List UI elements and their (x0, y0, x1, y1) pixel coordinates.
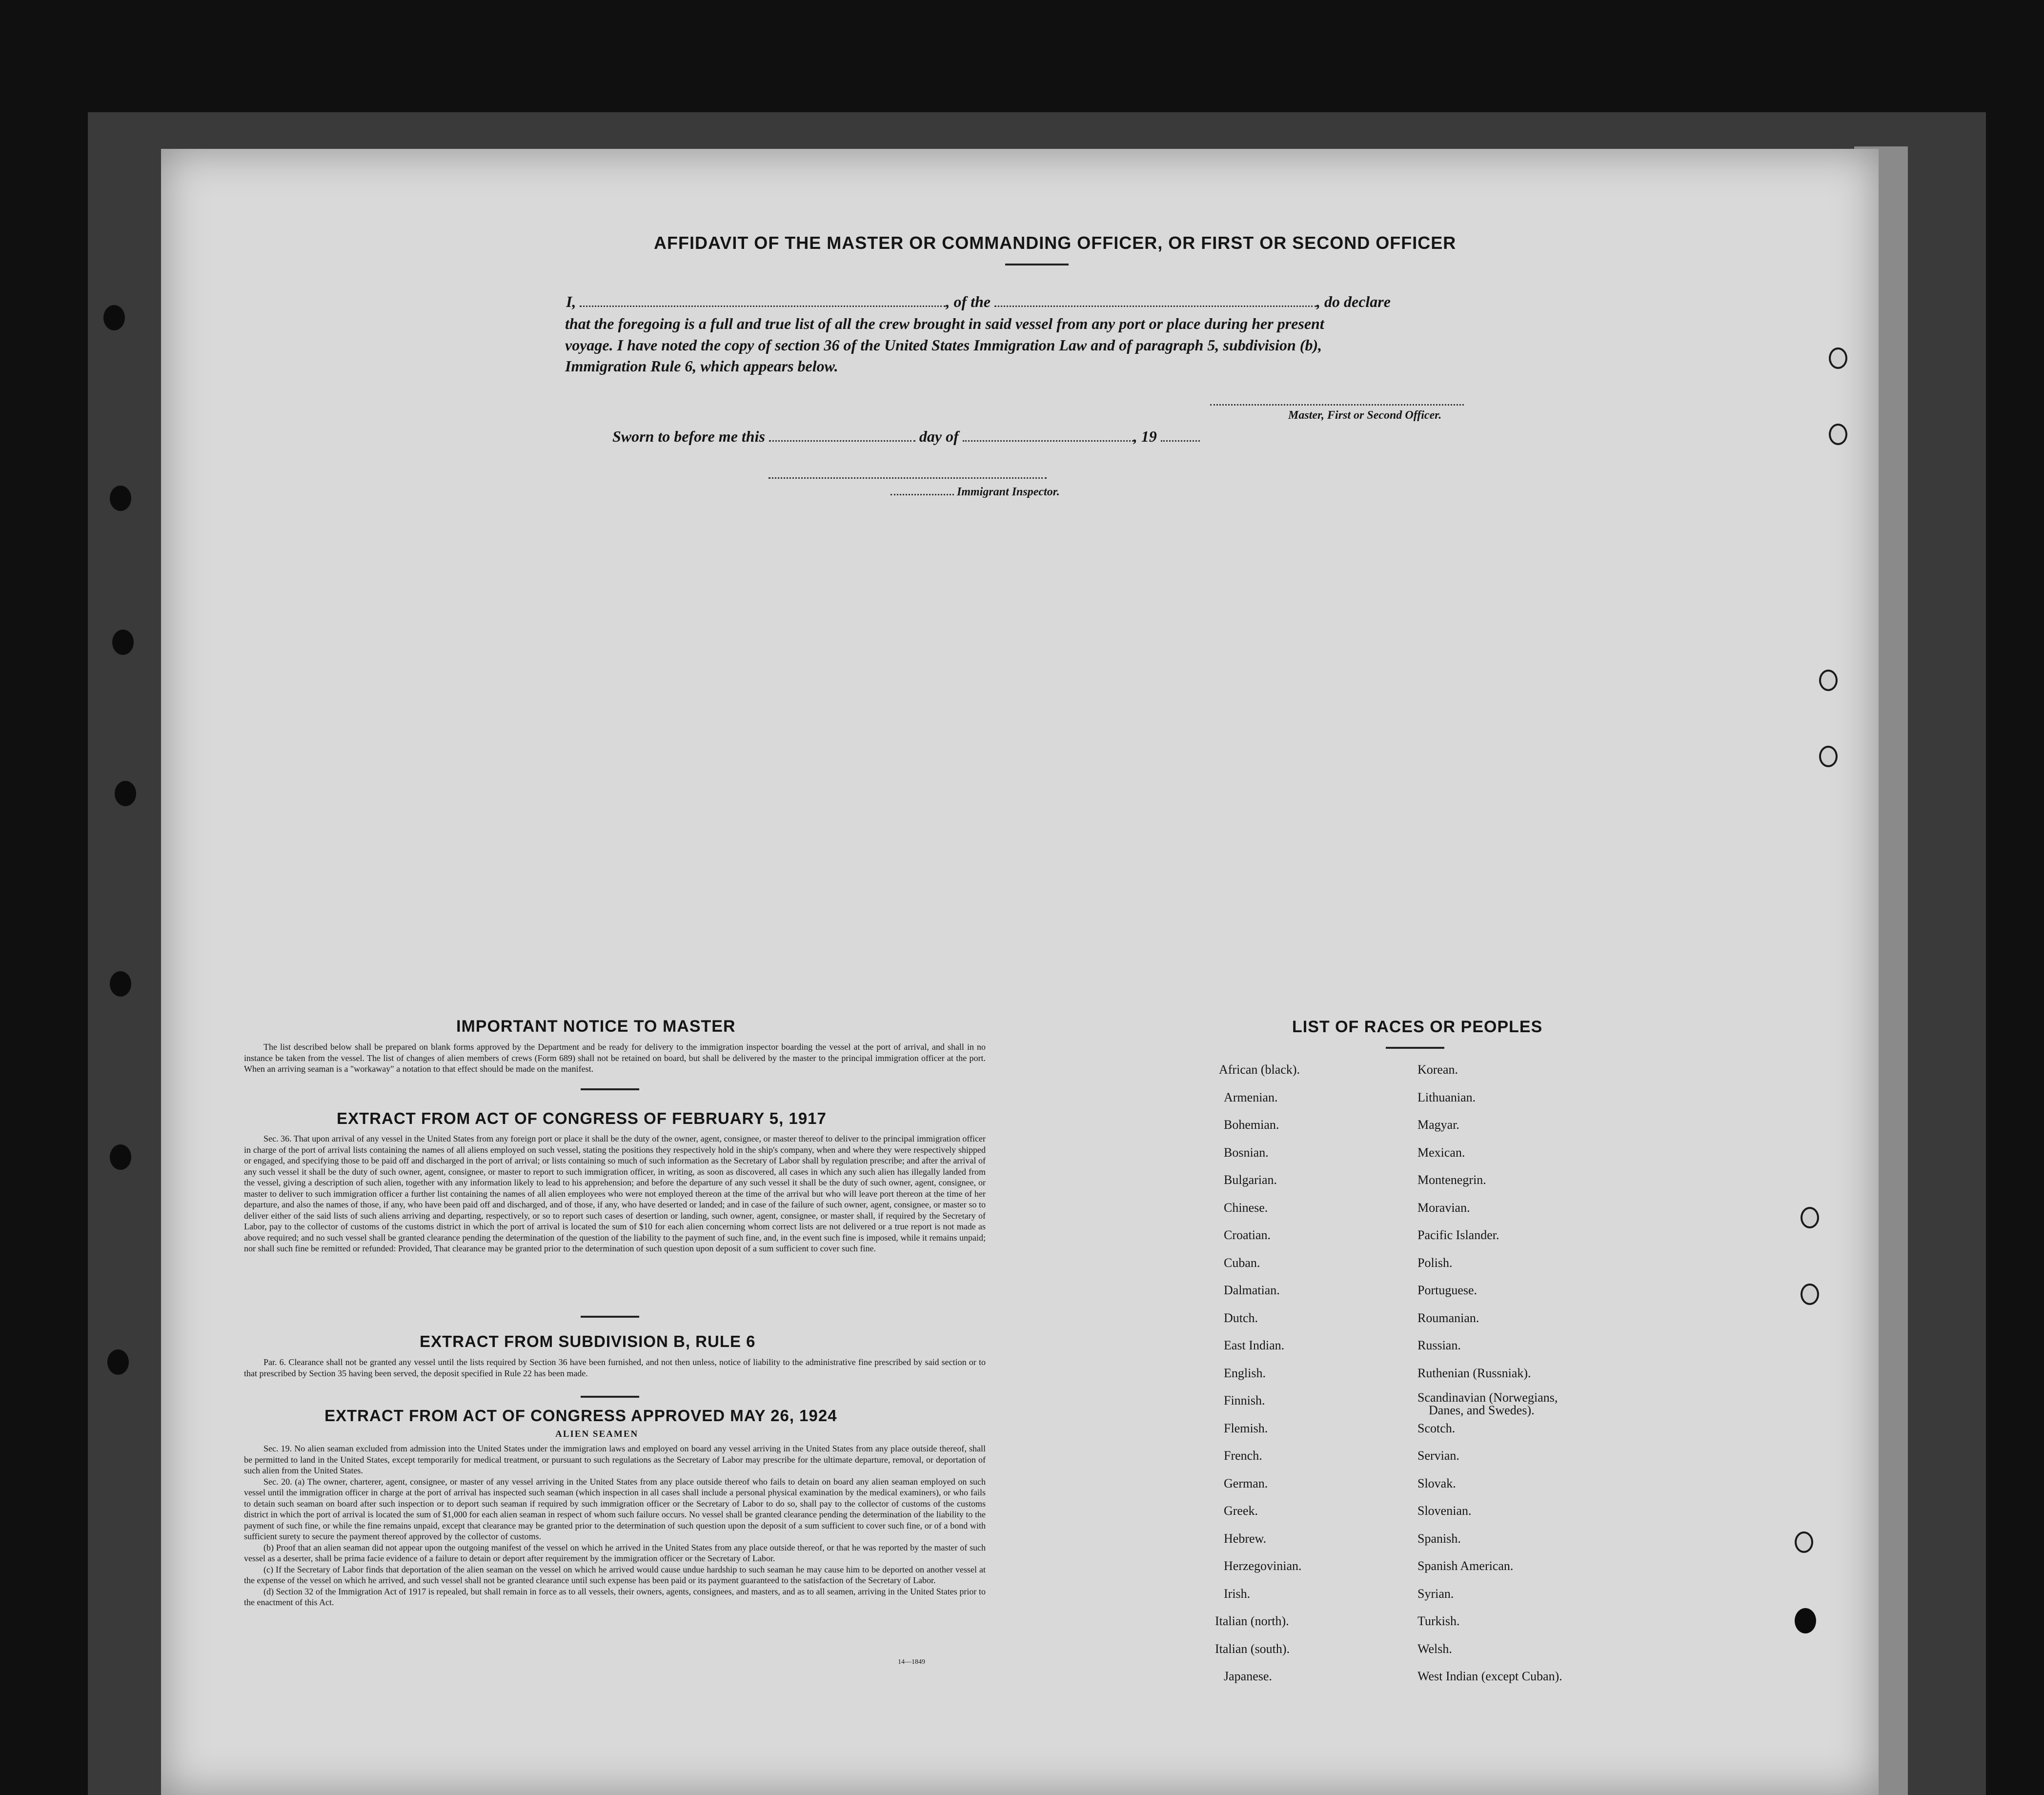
inspector-blank (890, 494, 954, 495)
affidavit-line3: voyage. I have noted the copy of section 36 of the United States Immigration Law and of paragraph 5, subdivision (b), (565, 336, 1322, 354)
sworn-prefix: Sworn to before me this (612, 428, 765, 445)
race-item: Greek. (1224, 1504, 1258, 1518)
race-item: English. (1224, 1366, 1266, 1380)
title-rule (1005, 264, 1069, 265)
section-rule (581, 1396, 639, 1398)
race-item: Bulgarian. (1224, 1173, 1277, 1187)
race-item: Bosnian. (1224, 1145, 1269, 1160)
race-item: French. (1224, 1448, 1262, 1463)
form-number: 14—1849 (898, 1658, 925, 1666)
inspector-label-text: Immigrant Inspector. (957, 486, 1060, 498)
sec19-paragraph: Sec. 19. No alien seaman excluded from admission into the United States under the immigration laws and employed on board any vessel arriving in the United States from any place outside thereof, shall be permitted to land in the United States, except temporarily for medical treatment, or pursuant to such regulations as the Secretary of Labor may prescribe for the ultimate departure, removal, or deportation of such alien from the United States. (244, 1444, 986, 1475)
race-item: Slovenian. (1417, 1504, 1472, 1518)
race-item: East Indian. (1224, 1338, 1285, 1352)
race-item: Portuguese. (1417, 1283, 1477, 1297)
race-item: German. (1224, 1476, 1268, 1490)
master-signature-label: Master, First or Second Officer. (1288, 409, 1442, 422)
binder-ring-mark (1829, 424, 1847, 445)
race-item: Korean. (1417, 1062, 1458, 1077)
race-item: Italian (south). (1215, 1641, 1290, 1656)
race-item: African (black). (1219, 1062, 1300, 1077)
punch-hole (1795, 1608, 1816, 1633)
race-item: Japanese. (1224, 1669, 1272, 1683)
races-title: LIST OF RACES OR PEOPLES (1292, 1018, 1543, 1036)
race-item: Bohemian. (1224, 1118, 1279, 1132)
race-item: Armenian. (1224, 1090, 1278, 1104)
alien-seamen-subtitle: ALIEN SEAMEN (555, 1429, 639, 1439)
name-blank (580, 306, 946, 307)
race-item: Scotch. (1417, 1421, 1456, 1435)
race-item: Cuban. (1224, 1255, 1260, 1270)
race-item: Spanish American. (1417, 1559, 1514, 1573)
binder-ring-mark (1819, 670, 1838, 691)
punch-hole (103, 305, 125, 330)
race-item: Lithuanian. (1417, 1090, 1476, 1104)
rule6-title: EXTRACT FROM SUBDIVISION B, RULE 6 (420, 1332, 756, 1350)
year-blank (1161, 440, 1200, 442)
race-item: Syrian. (1417, 1586, 1454, 1601)
rule6-body: Par. 6. Clearance shall not be granted any vessel until the lists required by Section 36 have been furnished, and not then unless, notice of liability to the administrative fine prescribed by said section or to that prescribed by Section 35 having been served, the deposit specified in Rule 22 has been made. (244, 1357, 986, 1378)
race-item: Spanish. (1417, 1531, 1461, 1546)
punch-hole (110, 971, 131, 997)
sworn-line (612, 428, 1200, 446)
race-item: Pacific Islander. (1417, 1228, 1499, 1242)
affidavit-line2: that the foregoing is a full and true list of all the crew brought in said vessel from any port or place during her present (565, 315, 1324, 332)
punch-hole (110, 1144, 131, 1170)
affidavit-of-the: , of the (946, 293, 991, 310)
notice-body: The list described below shall be prepared on blank forms approved by the Department and be ready for delivery to the immigration inspector boarding the vessel at the port of arrival, and shall in no instance be taken from the vessel. The list of changes of alien members of crews (Form 689) shall not be retained on board, but shall be delivered by the master to the principal immigration officer at the port. When an arriving seaman is a "workaway" a notation to that effect should be made on the manifest. (244, 1042, 986, 1074)
punch-hole (107, 1349, 129, 1375)
section-rule (581, 1088, 639, 1090)
month-blank (963, 440, 1133, 442)
day-blank (769, 440, 915, 442)
race-item: Slovak. (1417, 1476, 1456, 1490)
sworn-year: , 19 (1133, 428, 1157, 445)
race-item: Mexican. (1417, 1145, 1465, 1160)
race-item: Turkish. (1417, 1614, 1460, 1628)
affidavit-title: AFFIDAVIT OF THE MASTER OR COMMANDING OFFICER, OR FIRST OR SECOND OFFICER (654, 233, 1457, 253)
affidavit-line1 (566, 293, 1508, 311)
extract-1924-body (244, 1443, 986, 1608)
race-item: Dalmatian. (1224, 1283, 1280, 1297)
race-item: Croatian. (1224, 1228, 1271, 1242)
binder-ring-mark (1819, 746, 1838, 767)
inspector-signature-line (769, 477, 1047, 479)
affidavit-i: I, (566, 293, 576, 310)
race-item: Italian (north). (1215, 1614, 1289, 1628)
race-item: Welsh. (1417, 1641, 1452, 1656)
race-item: Moravian. (1417, 1200, 1470, 1215)
race-item: Dutch. (1224, 1310, 1258, 1325)
sec20d-paragraph: (d) Section 32 of the Immigration Act of 1917 is repealed, but shall remain in force as to all vessels, their owners, agents, consignees, and masters, and as to all seamen, arriving in the United States prior to the enactment of this Act. (244, 1586, 986, 1607)
race-item: Montenegrin. (1417, 1173, 1486, 1187)
race-item: Scandinavian (Norwegians, (1417, 1390, 1558, 1405)
extract-1924-title: EXTRACT FROM ACT OF CONGRESS APPROVED MAY 26, 1924 (324, 1407, 837, 1425)
affidavit-line4: Immigration Rule 6, which appears below. (565, 357, 838, 375)
master-signature-line (1210, 404, 1464, 406)
extract-1917-body: Sec. 36. That upon arrival of any vessel in the United States from any foreign port or place it shall be the duty of the owner, agent, consignee, or master thereof to deliver to the principal immigration officer in charge of the port of arrival lists containing the names of all aliens employed on such vessel, stating the positions they respectively hold in the ship's company, when and where they were respectively shipped or engaged, and specifying those to be paid off and discharged in the port of arrival; or lists containing so much of such information as the Secretary of Labor shall by regulation prescribe; and after the arrival of any such vessel it shall be the duty of such owner, agent, consignee, or master to report to such immigration officer, in writing, as soon as discovered, all cases in which any such alien has illegally landed from the vessel, giving a description of such alien, together with any information likely to lead to his apprehension; and before the departure of any such vessel it shall be the duty of such owner, agent, consignee, or master to deliver to such immigration officer a further list containing the names of all alien employees who were not employed thereon at the time of the arrival but who will leave port thereon at the time of her departure, and also the names of those, if any, who have been paid off and discharged, and of those, if any, who have deserted or landed; and in case of the failure of such owner, agent, consignee, or master so to deliver either of the said lists of such aliens arriving and departing, respectively, or so to report such cases of desertion or landing, such owner, agent, consignee, or master shall, if required by the Secretary of Labor, pay to the collector of customs of the customs district in which the port of arrival is located the sum of $10 for each alien concerning whom correct lists are not delivered or a true report is not made as above required; and no such vessel shall be granted clearance pending the determination of the question of the liability to the payment of such fine, and, in the event such fine is imposed, while it remains unpaid; nor shall such fine be remitted or refunded: Provided, That clearance may be granted prior to the determination of such question upon deposit of a sum sufficient to cover such fine. (244, 1134, 986, 1253)
race-item: Flemish. (1224, 1421, 1268, 1435)
race-item: Ruthenian (Russniak). (1417, 1366, 1531, 1380)
inspector-label (890, 486, 1060, 499)
race-item: Magyar. (1417, 1118, 1459, 1132)
section-rule (581, 1316, 639, 1318)
race-item: Roumanian. (1417, 1310, 1479, 1325)
sec20c-paragraph: (c) If the Secretary of Labor finds that deportation of the alien seaman on the vessel on which he arrived would cause undue hardship to such seaman he may cause him to be deported on another vessel at the expense of the vessel on which he arrived, and such vessel shall not be granted clearance until such expense has been paid or its payment guaranteed to the satisfaction of the Secretary of Labor. (244, 1564, 986, 1585)
affidavit-do-declare: , do declare (1316, 293, 1391, 310)
notice-title: IMPORTANT NOTICE TO MASTER (456, 1017, 736, 1036)
races-rule (1386, 1047, 1444, 1049)
race-item: Finnish. (1224, 1393, 1265, 1407)
sec20b-paragraph: (b) Proof that an alien seaman did not appear upon the outgoing manifest of the vessel on which he arrived in the United States from any place outside thereof, or that he was reported by the master of such vessel as a deserter, shall be prima facie evidence of a failure to detain or deport after requirement by the immigration officer or the Secretary of Labor. (244, 1542, 986, 1563)
race-item: Servian. (1417, 1448, 1459, 1463)
race-item: West Indian (except Cuban). (1417, 1669, 1562, 1683)
binder-ring-mark (1801, 1207, 1819, 1228)
race-item: Irish. (1224, 1586, 1251, 1601)
race-item: Herzegovinian. (1224, 1559, 1302, 1573)
race-item: Hebrew. (1224, 1531, 1267, 1546)
binder-ring-mark (1801, 1284, 1819, 1305)
punch-hole (110, 486, 131, 511)
vessel-blank (994, 306, 1316, 307)
punch-hole (115, 781, 136, 806)
race-item: Polish. (1417, 1255, 1453, 1270)
sworn-day-of: day of (919, 428, 959, 445)
punch-hole (112, 630, 134, 655)
sec20a-paragraph: Sec. 20. (a) The owner, charterer, agent, consignee, or master of any vessel arriving in the United States from any place outside thereof who fails to detain on board any alien seaman employed on such vessel until the immigration officer in charge at the port of arrival has inspected such seaman (which inspection in all cases shall include a personal physical examination by the medical examiners), or who fails to detain such seaman on board after such inspection or to deport such seaman if required by such immigration officer or the Secretary of Labor to do so, shall pay to the collector of customs of the customs district in which the port of arrival is located the sum of $1,000 for each alien seaman in respect of whom such failure occurs. No vessel shall be granted clearance pending the determination of the liability to the payment of such fine, or while the fine remains unpaid, except that clearance may be granted prior to the determination of such question upon the deposit of a sum sufficient to cover such fine, or of a bond with sufficient surety to secure the payment thereof approved by the collector of customs. (244, 1476, 986, 1541)
race-item: Russian. (1417, 1338, 1461, 1352)
race-item: Danes, and Swedes). (1429, 1403, 1535, 1417)
race-item: Chinese. (1224, 1200, 1268, 1215)
extract-1917-title: EXTRACT FROM ACT OF CONGRESS OF FEBRUARY 5, 1917 (337, 1109, 827, 1127)
binder-ring-mark (1795, 1531, 1813, 1553)
binder-ring-mark (1829, 347, 1847, 369)
